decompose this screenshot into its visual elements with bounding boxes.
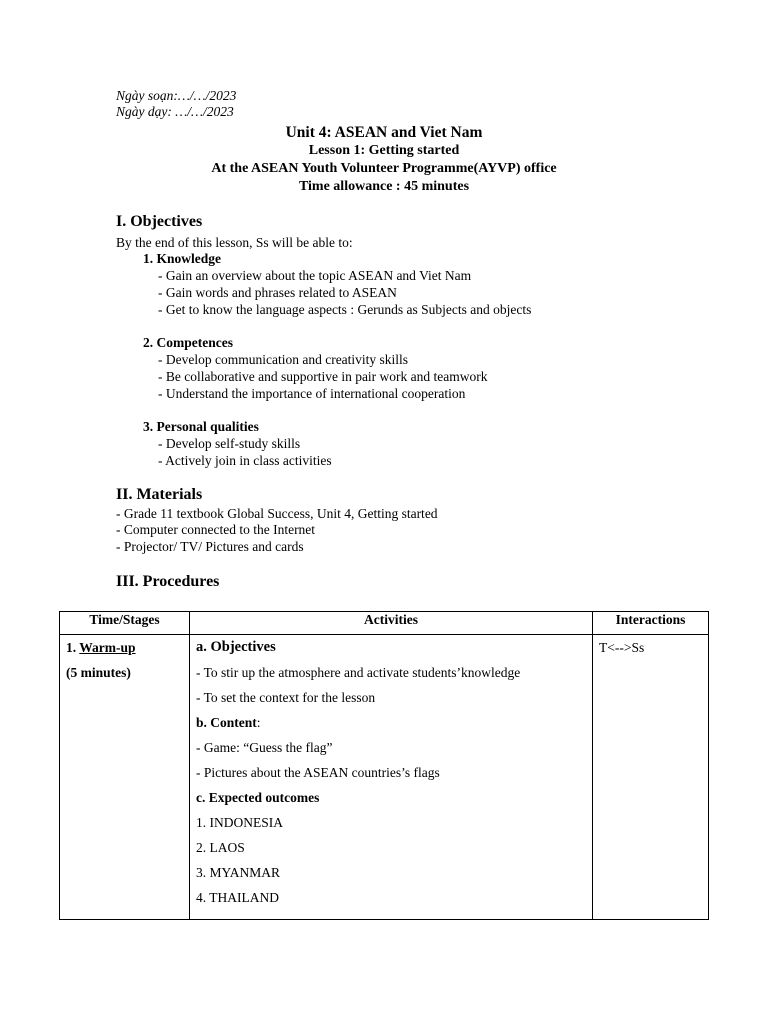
- activities-cell: [190, 635, 593, 920]
- materials-heading: II. Materials: [116, 486, 203, 503]
- date-prepared: Ngày soạn:…/…/2023: [116, 88, 237, 103]
- activity-content: - Pictures about the ASEAN countries’s flags: [196, 765, 440, 780]
- procedures-heading: III. Procedures: [116, 573, 220, 590]
- qualities-heading: 3. Personal qualities: [143, 419, 259, 434]
- table-header-row: [60, 612, 709, 635]
- materials-item: - Projector/ TV/ Pictures and cards: [116, 539, 304, 554]
- activity-outcome: 3. MYANMAR: [196, 865, 281, 880]
- procedures-table: [59, 611, 709, 920]
- column-header-activities: Activities: [190, 612, 593, 635]
- knowledge-item: - Gain an overview about the topic ASEAN and Viet Nam: [158, 268, 472, 283]
- activity-outcome: 1. INDONESIA: [196, 815, 283, 830]
- competences-item: - Be collaborative and supportive in pair work and teamwork: [158, 369, 488, 384]
- qualities-item: - Develop self-study skills: [158, 436, 301, 451]
- time-allowance: Time allowance : 45 minutes: [298, 179, 470, 194]
- dates-block: [116, 88, 236, 120]
- stage-name: Warm-up: [79, 640, 136, 655]
- knowledge-item: - Gain words and phrases related to ASEAN: [158, 285, 397, 300]
- activity-content-heading-line: [196, 714, 586, 731]
- activity-outcomes-heading: c. Expected outcomes: [196, 790, 320, 805]
- activity-content-colon: :: [256, 715, 261, 730]
- lesson-title: Lesson 1: Getting started: [308, 143, 460, 158]
- competences-item: - Understand the importance of international cooperation: [158, 386, 466, 401]
- stage-title: [66, 639, 183, 656]
- activity-objective: - To stir up the atmosphere and activate students’knowledge: [196, 665, 521, 680]
- activity-content-heading: b. Content: [196, 715, 257, 730]
- objectives-heading: I. Objectives: [116, 213, 203, 230]
- competences-item: - Develop communication and creativity skills: [158, 352, 409, 367]
- stage-number: 1.: [66, 640, 77, 655]
- activity-outcome: 4. THAILAND: [196, 890, 279, 905]
- activity-outcome: 2. LAOS: [196, 840, 245, 855]
- objectives-intro: By the end of this lesson, Ss will be able to:: [116, 235, 353, 250]
- interactions-cell: [593, 635, 709, 920]
- knowledge-heading: 1. Knowledge: [143, 251, 222, 266]
- unit-title: Unit 4: ASEAN and Viet Nam: [285, 124, 483, 141]
- competences-heading: 2. Competences: [143, 335, 233, 350]
- table-row-warm-up: [60, 635, 709, 920]
- activity-content: - Game: “Guess the flag”: [196, 740, 333, 755]
- materials-item: - Computer connected to the Internet: [116, 522, 316, 537]
- stage-cell: [60, 635, 190, 920]
- knowledge-item: - Get to know the language aspects : Gerunds as Subjects and objects: [158, 302, 532, 317]
- qualities-item: - Actively join in class activities: [158, 453, 332, 468]
- column-header-interactions: Interactions: [593, 612, 709, 635]
- title-block: [0, 123, 768, 196]
- activity-objectives-heading: a. Objectives: [196, 639, 276, 655]
- activity-objective: - To set the context for the lesson: [196, 690, 376, 705]
- stage-time: (5 minutes): [66, 665, 131, 680]
- materials-item: - Grade 11 textbook Global Success, Unit 4, Getting started: [116, 506, 438, 521]
- date-taught: Ngày dạy: …/…/2023: [116, 104, 234, 119]
- lesson-location: At the ASEAN Youth Volunteer Programme(AYVP) office: [211, 161, 557, 176]
- column-header-time-stages: Time/Stages: [60, 612, 190, 635]
- interaction-value: T<-->Ss: [599, 640, 645, 655]
